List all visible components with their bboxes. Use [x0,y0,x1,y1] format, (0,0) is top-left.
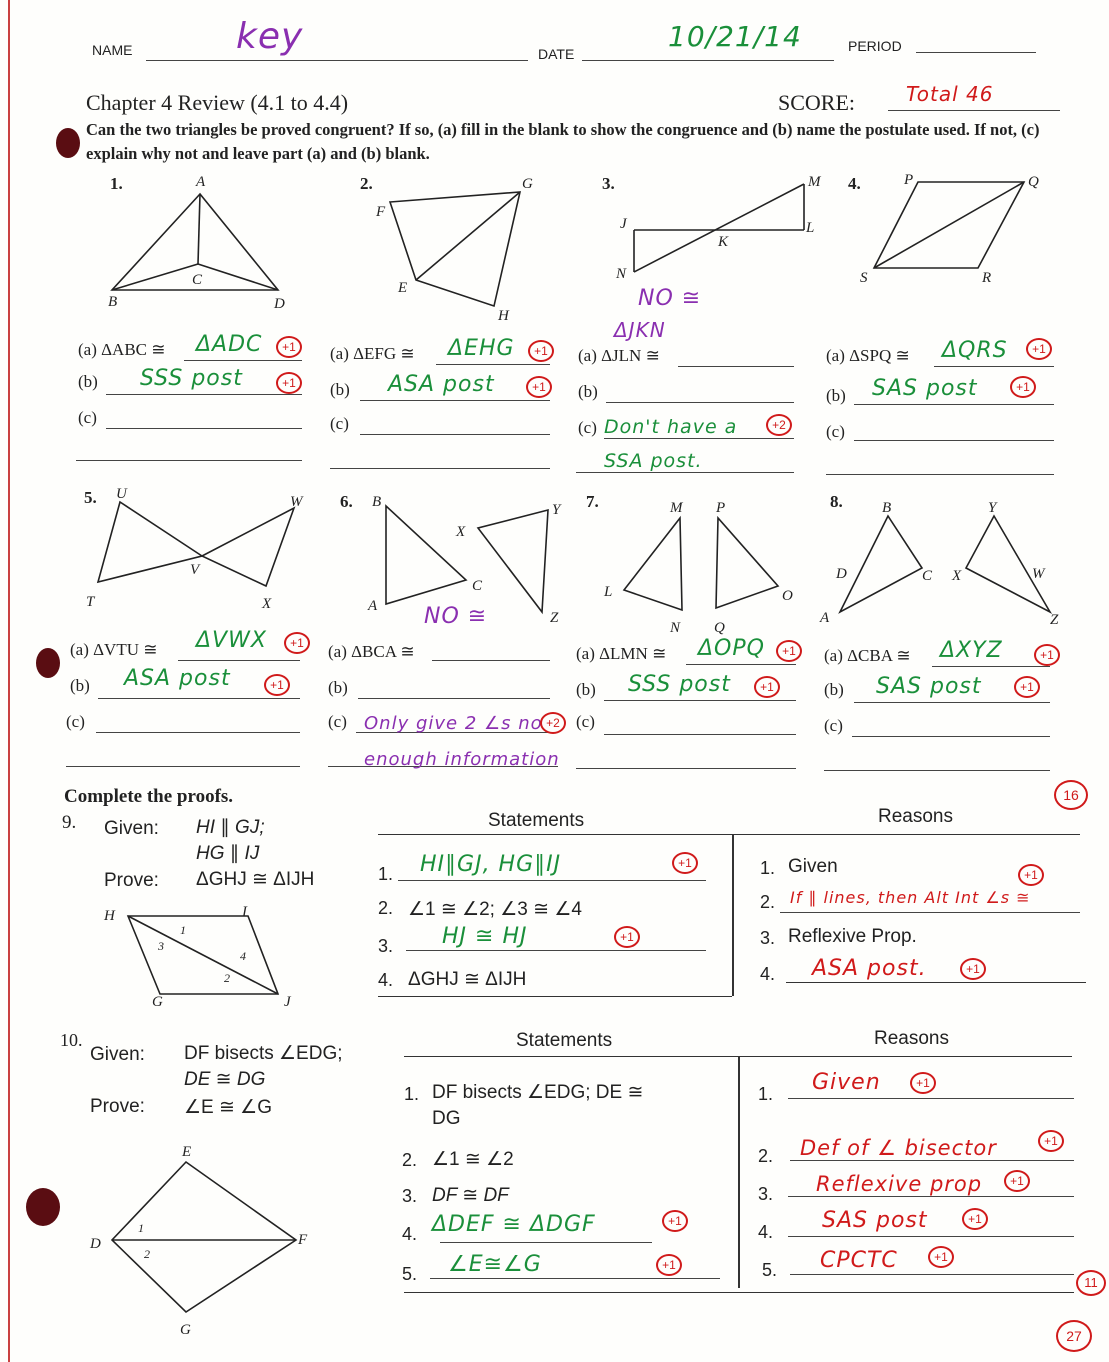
point-label: Q [1028,174,1039,190]
given-2: DE ≅ DG [184,1069,266,1090]
answer-line [440,1242,652,1243]
given-label: Given: [104,818,159,839]
angle-label: 4 [240,949,246,963]
prove-statement: ∠E ≅ ∠G [184,1097,272,1118]
figure-problem-3 [610,172,830,292]
point-label: W [290,494,303,510]
answer-line [824,770,1050,771]
point-label: X [456,524,466,540]
answer-line [788,1098,1074,1099]
answer-line [576,768,796,769]
answer-line [604,734,796,735]
answer-line [432,660,550,661]
answer-b-label: (b) [824,680,844,699]
answer-line [854,404,1054,405]
reason-1[interactable]: Given [812,1070,881,1095]
answer-b-label: (b) [78,372,98,391]
problem-number: 1. [110,174,123,193]
proof-score: 11 [1076,1270,1106,1296]
answer-b-label: (b) [826,386,846,405]
answer-line [406,950,706,951]
answer-line [106,394,302,395]
answer-a[interactable]: ΔADC [196,332,263,357]
point-label: U [116,486,127,502]
statement-1: DF bisects ∠EDG; DE ≅ DG [432,1082,644,1129]
answer-b[interactable]: ASA post [124,666,231,691]
row-number: 1. [404,1084,420,1104]
answer-b-label: (b) [578,382,598,401]
reason-4[interactable]: SAS post [822,1208,928,1233]
row-number: 1. [758,1084,774,1104]
table-header-rule [378,834,1080,835]
point-label: N [670,620,681,636]
answer-a-label: (a) ΔCBA ≅ [824,646,911,665]
answer-line [780,912,1080,913]
answer-b[interactable]: ASA post [388,372,495,397]
point-label: Q [714,620,725,636]
problem-number: 2. [360,174,373,193]
point-label: X [262,596,272,612]
problem-number: 5. [84,488,97,507]
answer-line [178,660,300,661]
answer-line [854,702,1050,703]
point-label: M [808,174,821,190]
row-number: 2. [378,898,394,918]
row-number: 4. [760,964,776,984]
answer-a[interactable]: ΔXYZ [940,638,1003,663]
score-value[interactable]: Total 46 [906,82,994,106]
point-label: Y [988,500,997,516]
answer-line [358,698,550,699]
binder-hole-top [56,128,80,158]
name-value[interactable]: key [236,16,304,57]
answer-line [360,434,550,435]
statements-header: Statements [516,1030,613,1051]
point-label: H [498,308,509,324]
point-label: V [190,562,200,578]
proof-number: 9. [62,812,77,833]
answer-a-label: (a) ΔBCA ≅ [328,642,415,661]
answer-line [788,1196,1074,1197]
points-badge: +1 [1034,644,1060,666]
table-bottom-rule [404,1292,1074,1293]
answer-line [934,366,1054,367]
figure-problem-5 [84,486,314,616]
score-line [888,110,1060,111]
row-number: 5. [762,1260,778,1280]
point-label: G [152,994,163,1010]
answer-c-label: (c) [78,408,97,427]
reason-3[interactable]: Reflexive prop [816,1172,983,1196]
reason-4[interactable]: ASA post. [812,956,927,981]
points-badge: +1 [656,1254,682,1276]
points-badge: +1 [776,640,802,662]
problem-number: 4. [848,174,861,193]
point-label: F [376,204,386,220]
figure-problem-7 [600,494,800,634]
answer-a-label: (a) ΔEFG ≅ [330,344,415,363]
angle-label: 1 [138,1221,144,1235]
row-number: 2. [758,1146,774,1166]
point-label: D [274,296,285,312]
proof-number: 10. [60,1030,83,1050]
point-label: C [192,272,203,288]
problem-number: 3. [602,174,615,193]
point-label: B [108,294,118,310]
answer-a-label: (a) ΔABC ≅ [78,340,166,359]
statement-5[interactable]: ∠E≅∠G [448,1252,542,1277]
point-label: I [242,904,247,920]
point-label: G [522,176,533,192]
points-badge: +1 [526,376,552,398]
answer-c-label: (c) [66,712,85,731]
answer-line [330,468,550,469]
statement-3[interactable]: HJ ≅ HJ [442,924,528,949]
proofs-title: Complete the proofs. [64,786,234,807]
reason-2[interactable]: Def of ∠ bisector [800,1136,997,1160]
answer-line [436,364,550,365]
points-badge: +1 [1014,676,1040,698]
answer-b-label: (b) [70,676,90,695]
point-label: Z [550,610,559,626]
answer-line [786,982,1086,983]
answer-line [398,880,706,881]
points-badge: +1 [1010,376,1036,398]
answer-line [790,1274,1074,1275]
answer-line [96,732,300,733]
point-label: E [182,1144,192,1160]
point-label: A [368,598,378,614]
answer-a-label: (a) ΔSPQ ≅ [826,346,910,365]
section-score: 16 [1054,780,1088,810]
points-badge: +2 [766,414,792,436]
statement-2: ∠1 ≅ ∠2 [432,1149,514,1170]
point-label: B [372,494,382,510]
point-label: K [718,234,729,250]
answer-line [76,460,302,461]
page-title: Chapter 4 Review (4.1 to 4.4) [86,90,349,115]
answer-a[interactable]: ΔQRS [942,338,1008,363]
points-badge: +1 [910,1072,936,1094]
point-label: E [398,280,408,296]
point-label: H [104,908,115,924]
score-label: SCORE: [778,90,856,115]
answer-a-label: (a) ΔVTU ≅ [70,640,158,659]
point-label: A [820,610,830,626]
point-label: S [860,270,868,286]
statement-4[interactable]: ΔDEF ≅ ΔDGF [432,1212,596,1237]
point-label: M [670,500,683,516]
given-1: DF bisects ∠EDG; [184,1043,343,1064]
answer-a[interactable]: ΔVWX [196,628,267,653]
point-label: F [298,1232,308,1248]
answer-line [606,402,794,403]
statement-3: DF ≅ DF [432,1185,509,1206]
row-number: 3. [760,928,776,948]
point-label: D [836,566,847,582]
date-label: DATE [538,46,575,62]
reason-1: Given [788,856,838,877]
answer-b-label: (b) [328,678,348,697]
answer-line [106,428,302,429]
answer-b[interactable]: SAS post [872,376,978,401]
point-label: O [782,588,793,604]
figure-problem-8 [818,494,1068,634]
row-number: 2. [402,1150,418,1170]
problem-number: 7. [586,492,599,511]
answer-line [360,400,550,401]
point-label: A [196,174,206,190]
answer-c[interactable]: Only give 2 ∠s no enough information [364,713,560,770]
answer-line [98,698,300,699]
point-label: C [472,578,483,594]
answer-c-label: (c) [578,418,597,437]
row-number: 1. [760,858,776,878]
points-badge: +2 [540,712,566,734]
answer-c-label: (c) [576,712,595,731]
points-badge: +1 [284,632,310,654]
prove-statement: ΔGHJ ≅ ΔIJH [196,869,315,890]
answer-a[interactable]: ΔOPQ [698,636,765,661]
problem-number: 6. [340,492,353,511]
statement-1[interactable]: HI∥GJ, HG∥IJ [420,852,562,877]
answer-line [184,360,302,361]
angle-label: 2 [224,971,230,985]
figure-problem-6 [366,490,576,626]
point-label: J [620,216,627,232]
figure-problem-2 [370,172,550,322]
points-badge: +1 [1026,338,1052,360]
answer-c[interactable]: Don't have a SSA post. [604,416,738,472]
point-label: R [982,270,992,286]
answer-line [430,1278,720,1279]
figure-problem-1 [100,172,300,312]
points-badge: +1 [1018,864,1044,886]
row-number: 4. [402,1224,418,1244]
row-number: 2. [760,892,776,912]
points-badge: +1 [662,1210,688,1232]
answer-a-label: (a) ΔLMN ≅ [576,644,667,663]
points-badge: +1 [276,372,302,394]
row-number: 4. [758,1222,774,1242]
points-badge: +1 [962,1208,988,1230]
row-number: 3. [402,1186,418,1206]
period-label: PERIOD [848,38,902,54]
statement-2: ∠1 ≅ ∠2; ∠3 ≅ ∠4 [408,899,582,920]
answer-line [678,366,794,367]
given-1: HI ∥ GJ; [196,817,265,838]
reasons-header: Reasons [874,1028,949,1049]
date-line [582,60,834,61]
points-badge: +1 [754,676,780,698]
point-label: X [952,568,962,584]
angle-label: 1 [180,923,186,937]
point-label: W [1032,566,1045,582]
answer-b-label: (b) [330,380,350,399]
figure-proof-9 [102,902,302,1012]
given-label: Given: [90,1044,145,1065]
points-badge: +1 [928,1246,954,1268]
reasons-header: Reasons [878,806,953,827]
point-label: P [904,172,914,188]
prove-label: Prove: [90,1096,145,1117]
points-badge: +1 [276,336,302,358]
answer-c-label: (c) [328,712,347,731]
not-congruent-note[interactable]: NO ≅ [424,604,488,629]
answer-line [852,736,1050,737]
points-badge: +1 [264,674,290,696]
point-label: C [922,568,933,584]
date-value[interactable]: 10/21/14 [668,20,802,53]
problem-number: 8. [830,492,843,511]
prove-label: Prove: [104,870,159,891]
binder-hole-middle [36,648,60,678]
correction-note[interactable]: ΔJKN [614,318,666,342]
point-label: G [180,1322,191,1338]
point-label: P [716,500,726,516]
answer-line [604,700,796,701]
answer-c-label: (c) [826,422,845,441]
name-line [146,60,528,61]
point-label: L [604,584,613,600]
reason-2[interactable]: If ∥ lines, then Alt Int ∠s ≅ [790,888,1031,907]
row-number: 1. [378,864,394,884]
answer-line [686,664,796,665]
answer-c-label: (c) [330,414,349,433]
table-bottom-rule [378,996,732,997]
answer-line [788,1236,1074,1237]
answer-b[interactable]: SAS post [876,674,982,699]
page-total-score: 27 [1056,1320,1092,1352]
name-label: NAME [92,42,133,58]
row-number: 5. [402,1264,418,1284]
point-label: Y [552,502,561,518]
answer-b[interactable]: SSS post [628,672,731,697]
answer-a-label: (a) ΔJLN ≅ [578,346,660,365]
points-badge: +1 [614,926,640,948]
point-label: D [90,1236,101,1252]
points-badge: +1 [672,852,698,874]
points-badge: +1 [528,340,554,362]
answer-line [826,474,1054,475]
statements-header: Statements [488,810,585,831]
answer-b[interactable]: SSS post [140,366,243,391]
given-2: HG ∥ IJ [196,843,260,864]
point-label: Z [1050,612,1059,628]
points-badge: +1 [1004,1170,1030,1192]
figure-problem-4 [858,172,1048,292]
point-label: L [806,220,815,236]
margin-line [8,0,10,1362]
point-label: T [86,594,95,610]
angle-label: 2 [144,1247,150,1261]
reason-5[interactable]: CPCTC [820,1248,898,1273]
points-badge: +1 [1038,1130,1064,1152]
answer-line [790,1160,1074,1161]
column-divider [738,1056,740,1288]
period-line [916,52,1036,53]
column-divider [732,834,734,996]
reason-3: Reflexive Prop. [788,926,917,947]
point-label: B [882,500,892,516]
answer-line [66,766,300,767]
binder-hole-bottom [26,1188,60,1226]
answer-line [854,440,1054,441]
answer-a[interactable]: ΔEHG [448,336,515,361]
point-label: N [616,266,627,282]
angle-label: 3 [158,939,164,953]
row-number: 3. [758,1184,774,1204]
point-label: J [284,994,291,1010]
points-badge: +1 [960,958,986,980]
row-number: 4. [378,970,394,990]
row-number: 3. [378,936,394,956]
figure-proof-10 [86,1140,326,1340]
statement-4: ΔGHJ ≅ ΔIJH [408,969,527,990]
answer-c-label: (c) [824,716,843,735]
not-congruent-note[interactable]: NO ≅ [638,286,702,311]
instructions: Can the two triangles be proved congruent? If so, (a) fill in the blank to show the congruence and (b) name the postulate used. If not, (c) explain why not and leave part (a) and (b) blank. [86,120,1040,163]
answer-line [932,666,1050,667]
answer-b-label: (b) [576,680,596,699]
